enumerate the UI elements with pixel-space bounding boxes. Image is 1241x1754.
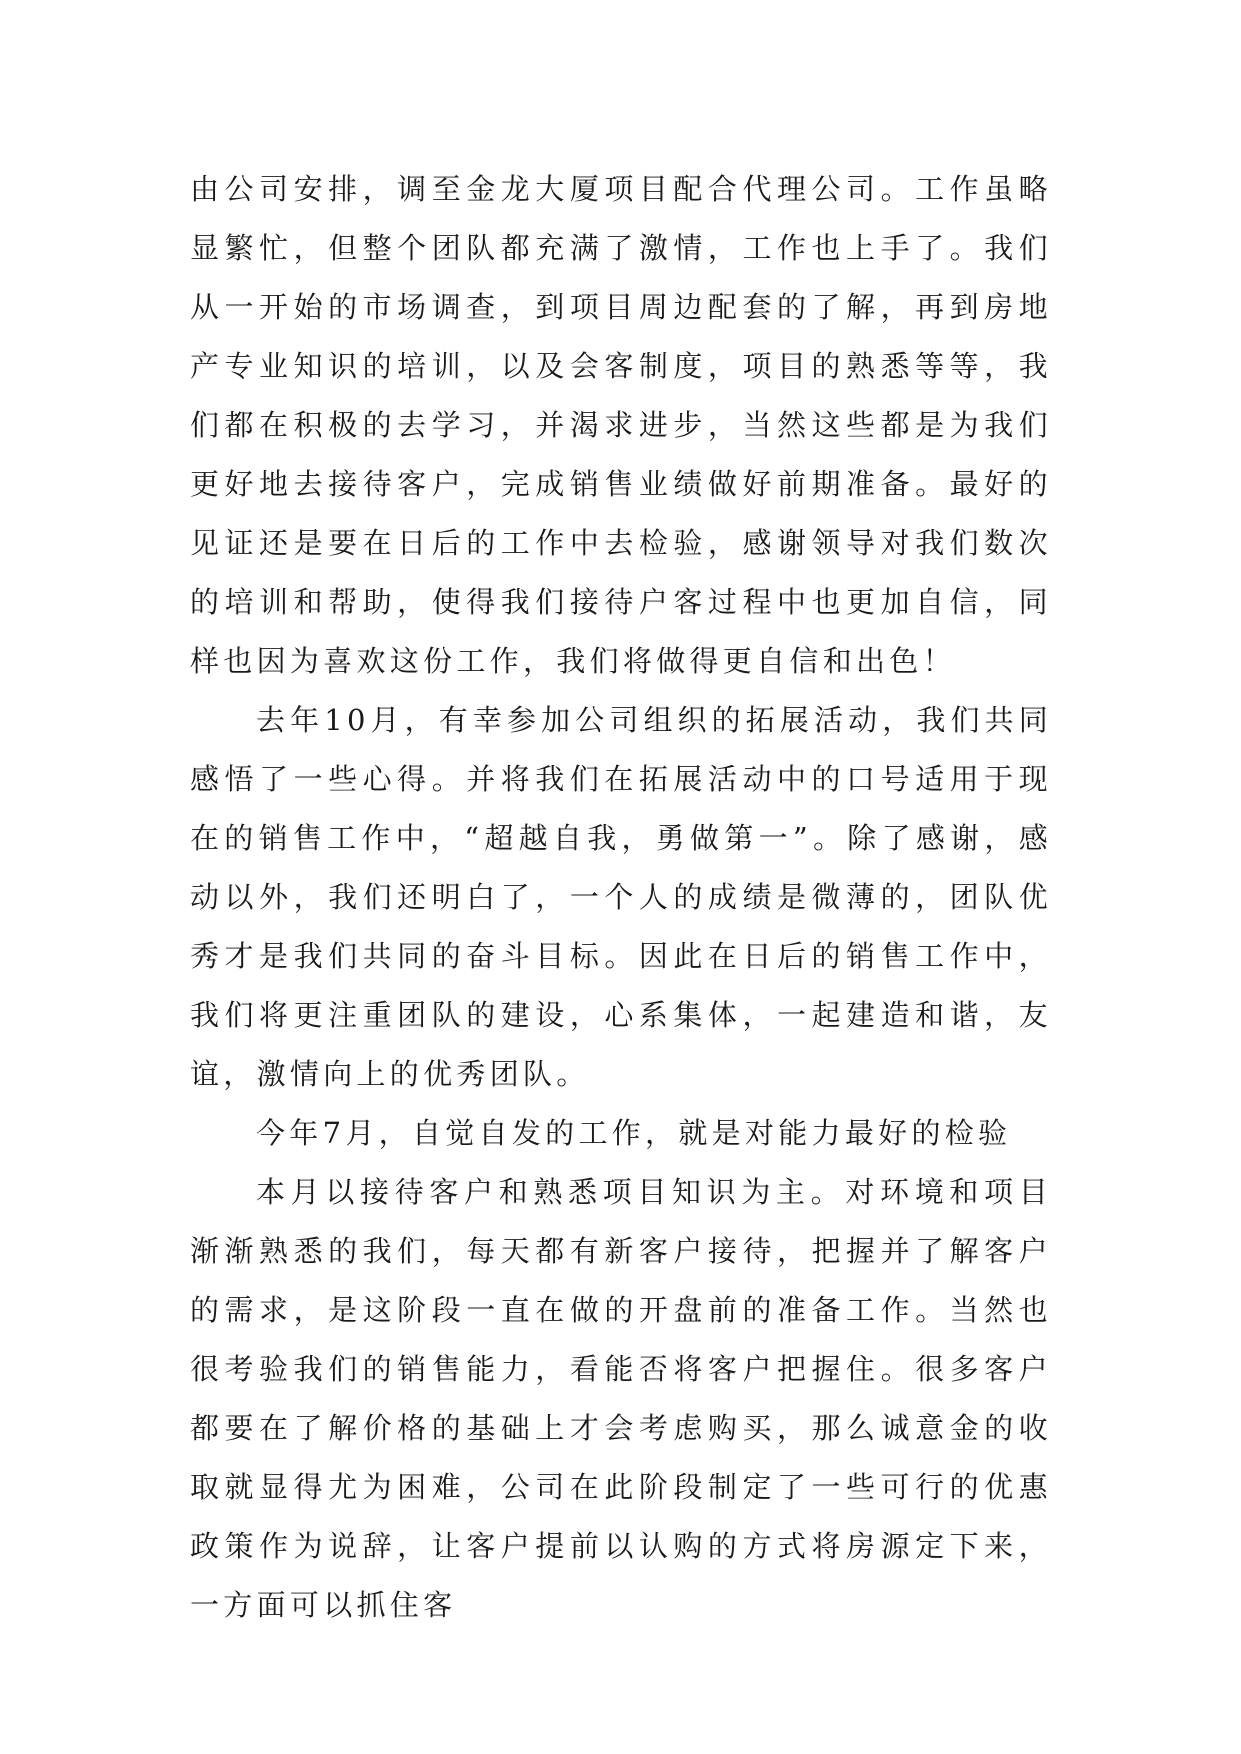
paragraph-3-heading: 今年7月，自觉自发的工作，就是对能力最好的检验: [256, 1116, 1012, 1150]
paragraph-4: 本月以接待客户和熟悉项目知识为主。对环境和项目渐渐熟悉的我们，每天都有新客户接待，把握并了解客户的需求，是这阶段一直在做的开盘前的准备工作。当然也很考验我们的销售能力，看能否将客户把握住。很多客户都要在了解价格的基础上才会考虑购买，那么诚意金的收取就显得尤为困难，公司在此阶段制定了一些可行的优惠政策作为说辞，让客户提前以认购的方式将房源定下来，一方面可以抓住客: [190, 1175, 1052, 1622]
paragraph-1: 由公司安排，调至金龙大厦项目配合代理公司。工作虽略显繁忙，但整个团队都充满了激情，工作也上手了。我们从一开始的市场调查，到项目周边配套的了解，再到房地产专业知识的培训，以及会客制度，项目的熟悉等等，我们都在积极的去学习，并渴求进步，当然这些都是为我们更好地去接待客户，完成销售业绩做好前期准备。最好的见证还是要在日后的工作中去检验，感谢领导对我们数次的培训和帮助，使得我们接待户客过程中也更加自信，同样也因为喜欢这份工作，我们将做得更自信和出色！: [190, 172, 1052, 678]
paragraph-2: 去年10月，有幸参加公司组织的拓展活动，我们共同感悟了一些心得。并将我们在拓展活动中的口号适用于现在的销售工作中，“超越自我，勇做第一”。除了感谢，感动以外，我们还明白了，一个人的成绩是微薄的，团队优秀才是我们共同的奋斗目标。因此在日后的销售工作中，我们将更注重团队的建设，心系集体，一起建造和谐，友谊，激情向上的优秀团队。: [190, 703, 1052, 1091]
document-body: [190, 160, 1052, 1635]
